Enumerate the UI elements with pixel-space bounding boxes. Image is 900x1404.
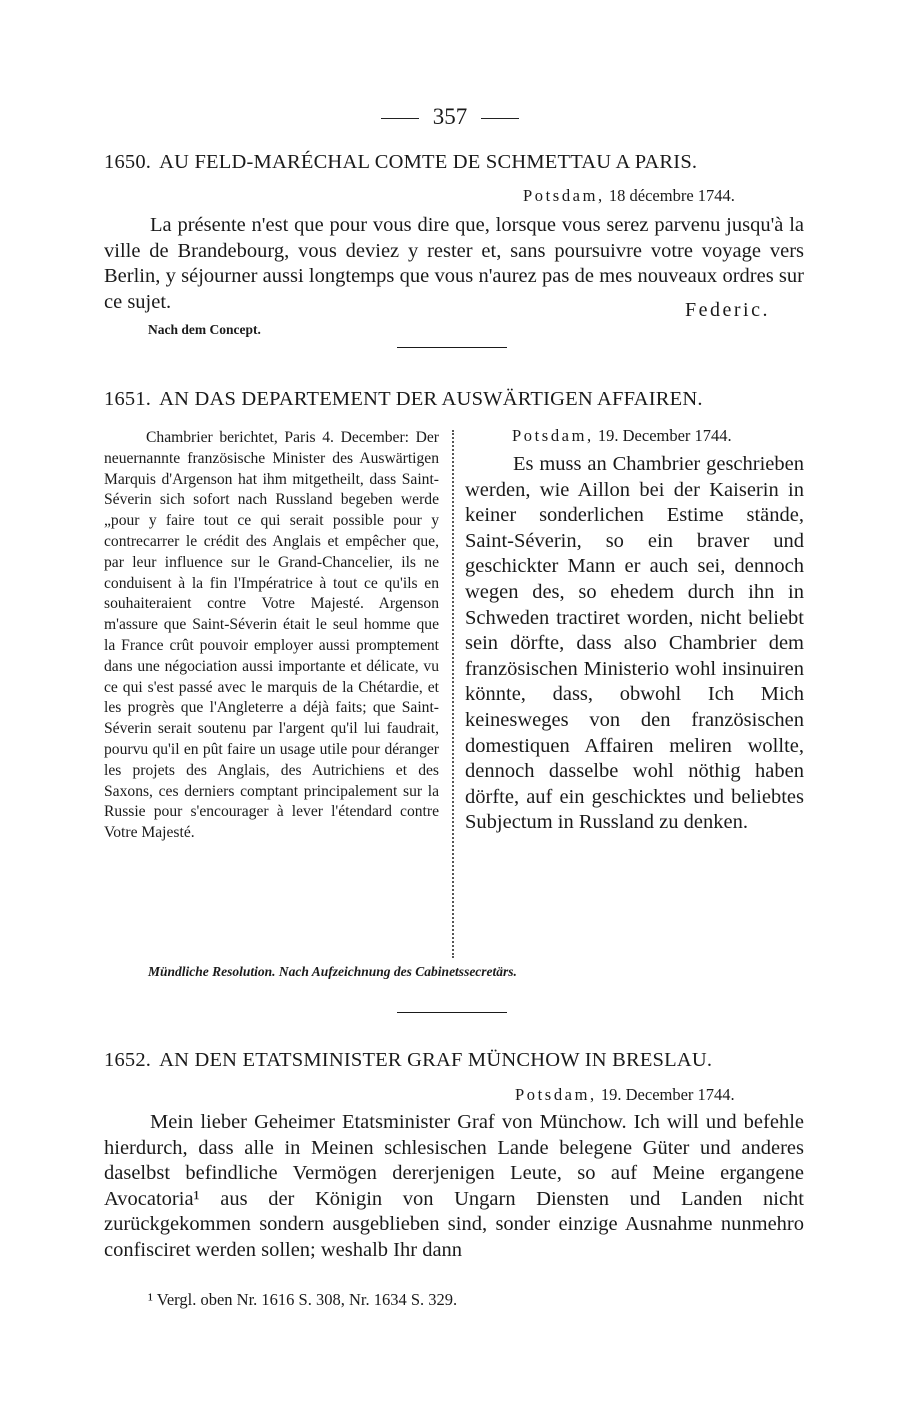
source-note-1651: Mündliche Resolution. Nach Aufzeichnung des Cabinetssecretärs. — [148, 964, 517, 979]
dateline-1651 — [512, 426, 732, 446]
divider-rule-1 — [397, 347, 507, 348]
date-place: Potsdam, — [523, 186, 605, 205]
page-number-dash-right — [481, 118, 519, 119]
heading-1651 — [104, 388, 804, 411]
footnote: ¹ Vergl. oben Nr. 1616 S. 308, Nr. 1634 S. 329. — [148, 1290, 458, 1309]
letter-title: AN DAS DEPARTEMENT DER AUSWÄRTIGEN AFFAIREN. — [159, 388, 703, 410]
letter-number: 1652. — [104, 1049, 152, 1071]
letter-number: 1650. — [104, 151, 152, 173]
heading-1652 — [104, 1049, 804, 1072]
page-number-text: 357 — [432, 104, 468, 129]
resolution-text: Es muss an Chambrier geschrieben werden, wie Aillon bei der Kaiserin in keiner sonderlichen Estime stände, Saint-Séverin, so ein braver und geschickter Mann er auch sei, dennoch wegen des, so ehedem durch ihn in Schweden tractiret worden, nicht beliebt sein dörfte, dass also Chambrier dem französischen Ministerio wohl insinuiren könnte, dass, obwohl Ich Mich keinesweges von den französischen domestiquen Affairen meliren wollte, dennoch dasselbe wohl nöthig haben dörfte, auf ein geschicktes und beliebtes Subjectum in Russland zu denken. — [465, 453, 804, 834]
date-text: 19. December 1744. — [597, 426, 732, 445]
letter-text: Mein lieber Geheimer Etatsminister Graf von Münchow. Ich will und befehle hierdurch, dass alle in Meinen schlesischen Lande belegene Güter und anderes daselbst befindliche Vermögen dererjenigen Leute, so auf Meine ergangene Avocatoria¹ aus der Königin von Ungarn Diensten und Landen nicht zurückgekommen sondern ausgeblieben sind, sonder einzige Ausnahme nunmehro confisciret werden sollen; weshalb Ihr dann — [104, 1111, 804, 1261]
dateline-1650 — [523, 186, 735, 206]
divider-rule-2 — [397, 1012, 507, 1013]
column-separator — [452, 430, 454, 958]
resolution-column — [465, 452, 804, 836]
report-summary-column — [104, 428, 439, 844]
dateline-1652 — [515, 1085, 735, 1105]
letter-text: La présente n'est que pour vous dire que, lorsque vous serez parvenu jusqu'à la ville de Brandebourg, vous deviez y rester et, sans poursuivre votre voyage vers Berlin, y séjourner aussi longtemps que vous n'aurez pas de mes nouveaux ordres sur ce sujet. — [104, 214, 804, 313]
date-text: 18 décembre 1744. — [608, 186, 735, 205]
letter-number: 1651. — [104, 388, 152, 410]
date-place: Potsdam, — [512, 426, 594, 445]
date-text: 19. December 1744. — [600, 1085, 735, 1104]
page-number-dash-left — [381, 118, 419, 119]
heading-1650 — [104, 151, 804, 174]
page-number — [0, 104, 900, 130]
letter-title: AU FELD-MARÉCHAL COMTE DE SCHMETTAU A PARIS. — [159, 151, 698, 173]
report-summary-text: Chambrier berichtet, Paris 4. December: Der neuernannte französische Minister des Auswärtigen Marquis d'Argenson hat ihm mitgetheilt, dass Saint-Séverin sich sofort nach Russland begeben werde „pour y faire tout ce qui serait possible pour y contrecarrer le crédit des Anglais et empêcher que, par leur influence sur le Grand-Chancelier, ils ne conduisent à la fin l'Impératrice à tout ce qu'ils en souhaiteraient contre Votre Majesté. Argenson m'assure que Saint-Séverin était le seul homme que la France crût pouvoir employer aussi promptement dans une négociation aussi importante et délicate, vu ce qui s'est passé avec le marquis de la Chétardie, et les progrès que l'Angleterre a déjà faits; que Saint-Séverin serait soutenu par l'argent qu'il lui faudrait, pourvu qu'il en pût faire un usage utile pour déranger les projets des Anglais, des Autrichiens et des Saxons, ces derniers comptant principalement sur la Russie pour s'encourager à lever l'étendard contre Votre Majesté. — [104, 429, 439, 842]
letter-body-1652 — [104, 1110, 804, 1263]
source-note-1650: Nach dem Concept. — [148, 322, 261, 337]
date-place: Potsdam, — [515, 1085, 597, 1104]
letter-title: AN DEN ETATSMINISTER GRAF MÜNCHOW IN BRESLAU. — [159, 1049, 713, 1071]
signature-1650: Federic. — [685, 299, 770, 321]
